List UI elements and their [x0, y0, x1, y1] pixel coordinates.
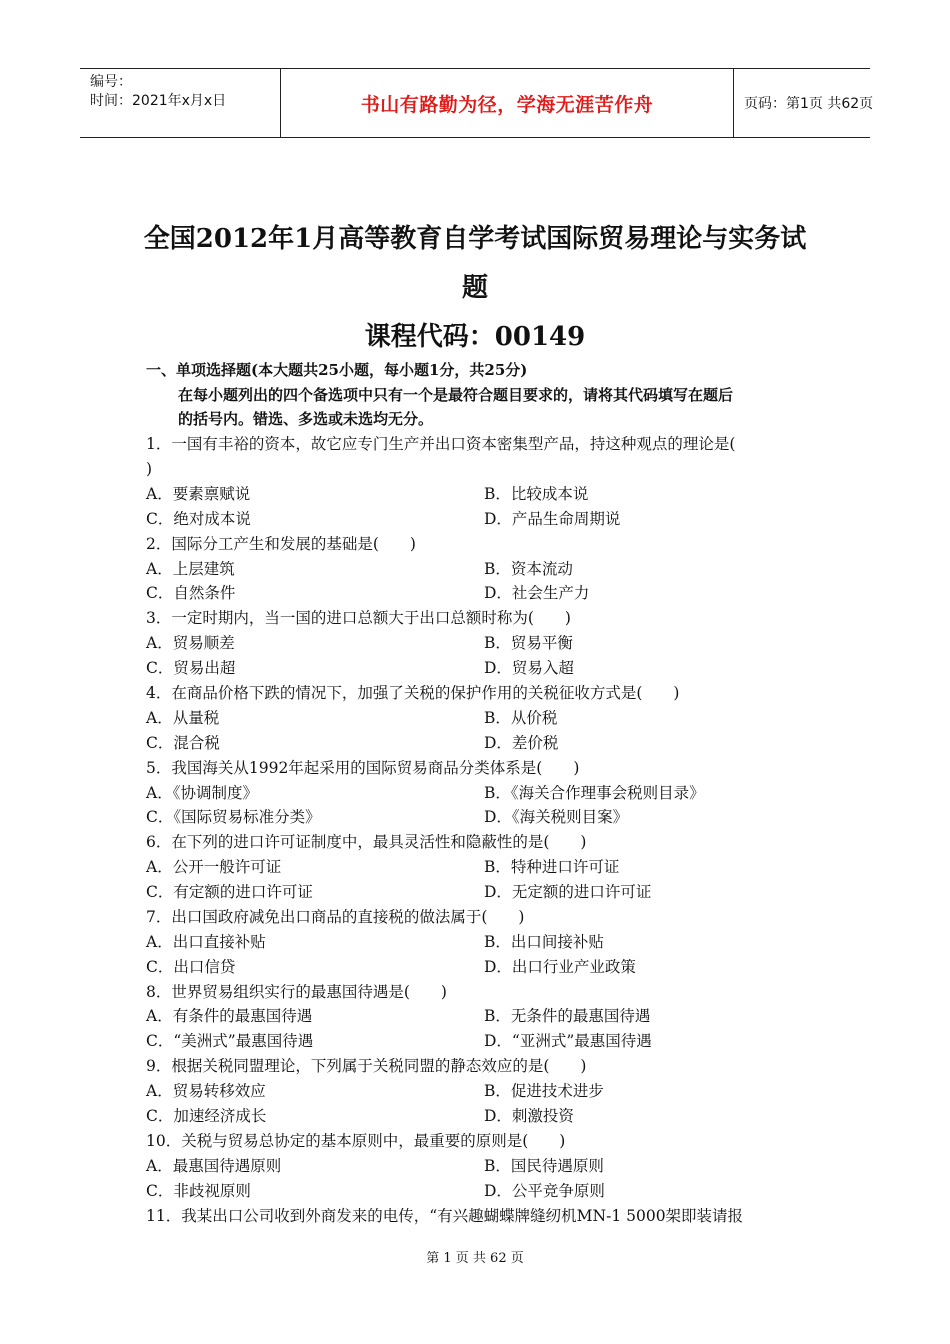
option-b: B．国民待遇原则 [484, 1157, 604, 1175]
section-instruction-line1: 在每小题列出的四个备选项中只有一个是最符合题目要求的，请将其代码填写在题后 [178, 386, 734, 404]
header-meta-cell [80, 69, 281, 137]
option-b: B．特种进口许可证 [484, 858, 620, 876]
option-a: A．出口直接补贴 [146, 933, 266, 951]
option-d: D．“亚洲式”最惠国待遇 [484, 1032, 652, 1050]
option-a: A．贸易转移效应 [146, 1082, 266, 1100]
question-stem: 1．一国有丰裕的资本，故它应专门生产并出口资本密集型产品，持这种观点的理论是( [146, 435, 736, 453]
page-footer: 第 1 页 共 62 页 [426, 1251, 524, 1266]
option-c: C．加速经济成长 [146, 1107, 267, 1125]
exam-title-line2: 题 [461, 273, 488, 303]
option-c: C．绝对成本说 [146, 510, 251, 528]
option-c: C．非歧视原则 [146, 1182, 251, 1200]
option-a: A．要素禀赋说 [146, 485, 251, 503]
exam-title-line1: 全国2012年1月高等教育自学考试国际贸易理论与实务试 [143, 224, 807, 254]
question-stem: 4．在商品价格下跌的情况下，加强了关税的保护作用的关税征收方式是( ) [146, 684, 680, 702]
option-c: C．《国际贸易标准分类》 [146, 808, 321, 826]
option-d: D．差价税 [484, 734, 559, 752]
question-stem: 6．在下列的进口许可证制度中，最具灵活性和隐蔽性的是( ) [146, 833, 587, 851]
section-instruction-line2: 的括号内。错选、多选或未选均无分。 [178, 410, 434, 428]
option-c: C．自然条件 [146, 584, 236, 602]
option-a: A．公开一般许可证 [146, 858, 282, 876]
option-b: B．从价税 [484, 709, 558, 727]
option-a: A．有条件的最惠国待遇 [146, 1007, 313, 1025]
option-c: C．“美洲式”最惠国待遇 [146, 1032, 314, 1050]
header-page-cell [734, 69, 874, 137]
page-info: 页码：第1页 共62页 [744, 96, 874, 112]
option-d: D．无定额的进口许可证 [484, 883, 652, 901]
question-stem-cont: ) [146, 460, 153, 478]
option-b: B．无条件的最惠国待遇 [484, 1007, 651, 1025]
question-stem: 3．一定时期内，当一国的进口总额大于出口总额时称为( ) [146, 609, 571, 627]
question-stem: 7．出口国政府减免出口商品的直接税的做法属于( ) [146, 908, 525, 926]
option-d: D．《海关税则目案》 [484, 808, 629, 826]
option-b: B．资本流动 [484, 560, 573, 578]
question-stem: 9．根据关税同盟理论，下列属于关税同盟的静态效应的是( ) [146, 1057, 587, 1075]
option-c: C．贸易出超 [146, 659, 236, 677]
option-d: D．出口行业产业政策 [484, 958, 636, 976]
section-heading: 一、单项选择题(本大题共25小题，每小题1分，共25分) [146, 361, 528, 379]
option-b: B．贸易平衡 [484, 634, 573, 652]
option-a: A．《协调制度》 [146, 784, 258, 802]
option-b: B．《海关合作理事会税则目录》 [484, 784, 705, 802]
header-motto-cell [281, 69, 734, 137]
option-a: A．最惠国待遇原则 [146, 1157, 282, 1175]
option-d: D．公平竞争原则 [484, 1182, 605, 1200]
course-code: 课程代码：00149 [364, 322, 586, 352]
option-d: D．社会生产力 [484, 584, 590, 602]
motto-text: 书山有路勤为径，学海无涯苦作舟 [360, 93, 654, 116]
option-d: D．刺激投资 [484, 1107, 574, 1125]
page-header [80, 68, 874, 138]
question-stem: 10．关税与贸易总协定的基本原则中，最重要的原则是( ) [146, 1132, 566, 1150]
question-stem: 5．我国海关从1992年起采用的国际贸易商品分类体系是( ) [146, 759, 580, 777]
option-b: B．比较成本说 [484, 485, 589, 503]
option-a: A．上层建筑 [146, 560, 235, 578]
serial-label: 编号： [90, 74, 132, 90]
question-stem: 8．世界贸易组织实行的最惠国待遇是( ) [146, 983, 447, 1001]
option-c: C．混合税 [146, 734, 220, 752]
option-c: C．有定额的进口许可证 [146, 883, 313, 901]
option-d: D．产品生命周期说 [484, 510, 621, 528]
question-stem: 11．我某出口公司收到外商发来的电传，“有兴趣蝴蝶牌缝纫机MN-1 5000架即装请报 [146, 1207, 744, 1225]
option-b: B．出口间接补贴 [484, 933, 604, 951]
option-d: D．贸易入超 [484, 659, 574, 677]
option-b: B．促进技术进步 [484, 1082, 604, 1100]
option-c: C．出口信贷 [146, 958, 236, 976]
option-a: A．贸易顺差 [146, 634, 235, 652]
option-a: A．从量税 [146, 709, 220, 727]
question-stem: 2．国际分工产生和发展的基础是( ) [146, 535, 416, 553]
time-label: 时间：2021年x月x日 [90, 93, 227, 109]
